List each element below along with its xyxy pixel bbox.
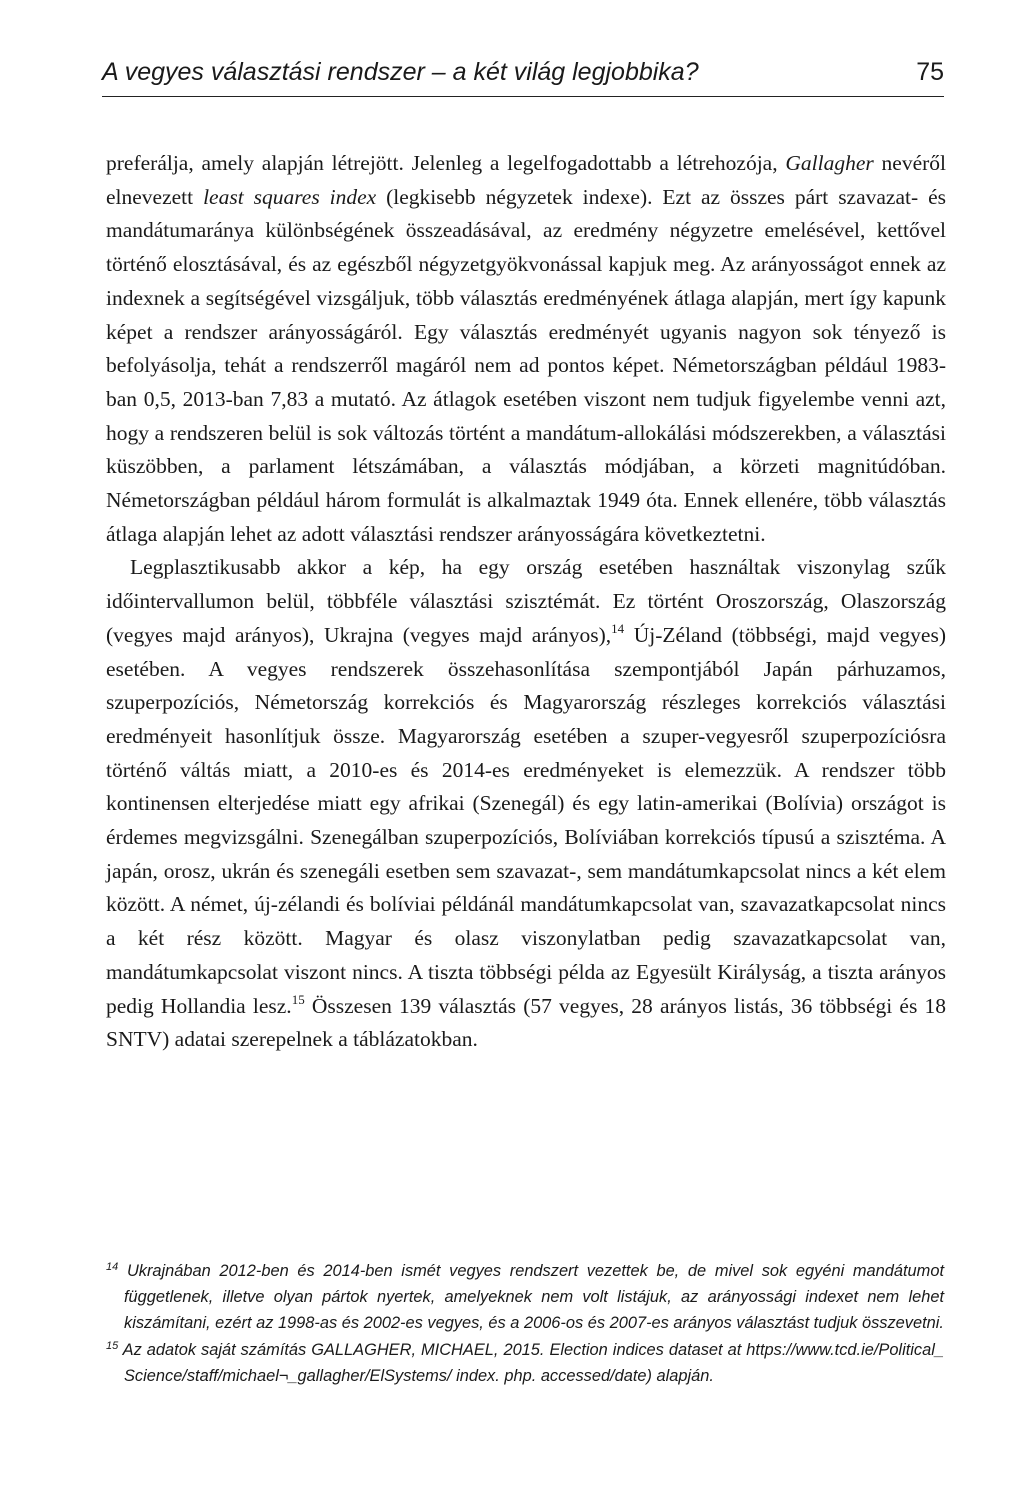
footnote-text: Ukrajnában 2012-ben és 2014-ben ismét vegyes rendszert vezettek be, de mivel sok egyéni mandátumot függetlenek, illetve olyan pártok nyertek, amelyeknek nem volt listájuk, az arányossági indexet nem lehet kiszámítani, ezért az 1998-as és 2002-es vegyes, és a 2006-os és 2007-es arányos választást tudjuk összevetni. xyxy=(124,1262,944,1333)
paragraph-1-text-c: (legkisebb négyzetek indexe). Ezt az összes párt szavazat- és mandátumaránya különbségének összeadásával, az eredmény négyzetre emelésével, kettővel történő elosztásával, és az egészből négyzetgyökvonással kapjuk meg. Az arányosságot ennek az indexnek a segítségével vizsgáljuk, több választás eredményének átlaga alapján, mert így kapunk képet a rendszer arányosságáról. Egy választás eredményét ugyanis nagyon sok tényező is befolyásolja, tehát a rendszerről magáról nem ad pontos képet. Németországban például 1983-ban 0,5, 2013-ban 7,83 a mutató. Az átlagok esetében viszont nem tudjuk figyelembe venni azt, hogy a rendszeren belül is sok változás történt a mandátum-allokálási módszerekben, a választási küszöbben, a parlament létszámában, a választás módjában, a körzeti magnitúdóban. Németországban például három formulát is alkalmaztak 1949 óta. Ennek ellenére, több választás átlaga alapján lehet az adott választási rendszer arányosságára következtetni. xyxy=(106,184,946,546)
running-header xyxy=(102,56,944,88)
author-name: Gallagher xyxy=(785,151,874,175)
paragraph-2 xyxy=(106,551,946,1057)
index-term: least squares index xyxy=(203,184,377,209)
footnote-ref-14[interactable]: 14 xyxy=(611,620,625,636)
footnote-ref-15[interactable]: 15 xyxy=(291,991,305,1007)
footnote-number: 14 xyxy=(106,1261,119,1273)
paragraph-1-text-a: preferálja, amely alapján létrejött. Jelenleg a legelfogadottabb a létrehozója, xyxy=(106,151,786,175)
chapter-title: A vegyes választási rendszer – a két világ legjobbika? xyxy=(102,58,699,86)
paragraph-1-text-b: nevéről elnevezett xyxy=(106,151,947,209)
main-text xyxy=(106,147,946,1057)
footnote-15 xyxy=(106,1337,944,1389)
paragraph-2-text-c: Összesen 139 választás (57 vegyes, 28 arányos listás, 36 többségi és 18 SNTV) adatai szerepelnek a táblázatokban. xyxy=(106,993,946,1052)
paragraph-2-text-b: Új-Zéland (többségi, majd vegyes) esetében. A vegyes rendszerek összehasonlítása szempontjából Japán párhuzamos, szuperpozíciós, Németország korrekciós és Magyarország részleges korrekciós választási eredményeit hasonlítjuk össze. Magyarország esetében a szuper-vegyesről szuperpozíciósra történő váltás miatt, a 2010-es és 2014-es eredményeket is elemezzük. A rendszer több kontinensen elterjedése miatt egy afrikai (Szenegál) és egy latin-amerikai (Bolívia) országot is érdemes megvizsgálni. Szenegálban szuperpozíciós, Bolíviában korrekciós típusú a szisztéma. A japán, orosz, ukrán és szenegáli esetben sem szavazat-, sem mandátumkapcsolat nincs a két elem között. A német, új-zélandi és bolíviai példánál mandátumkapcsolat van, szavazatkapcsolat nincs a két rész között. Magyar és olasz viszonylatban pedig szavazatkapcsolat van, mandátumkapcsolat viszont nincs. A tiszta többségi példa az Egyesült Királyság, a tiszta arányos pedig Hollandia lesz. xyxy=(106,622,946,1018)
footnotes xyxy=(106,1258,944,1389)
footnote-number: 15 xyxy=(106,1339,119,1352)
page-number: 75 xyxy=(916,58,944,86)
header-rule xyxy=(102,96,944,97)
paragraph-1 xyxy=(106,147,946,551)
footnote-14 xyxy=(106,1258,944,1337)
footnote-text: Az adatok saját számítás GALLAGHER, MICHAEL, 2015. Election indices dataset at https://www.tcd.ie/Political_ Science/staff/michael¬_gallagher/ElSystems/ index. php. accessed/date) alapján. xyxy=(122,1340,944,1385)
paragraph-2-text-a: Legplasztikusabb akkor a kép, ha egy ország esetében használtak viszonylag szűk időintervallumon belül, többféle választási szisztémát. Ez történt Oroszország, Olaszország (vegyes majd arányos), Ukrajna (vegyes majd arányos), xyxy=(106,555,946,647)
